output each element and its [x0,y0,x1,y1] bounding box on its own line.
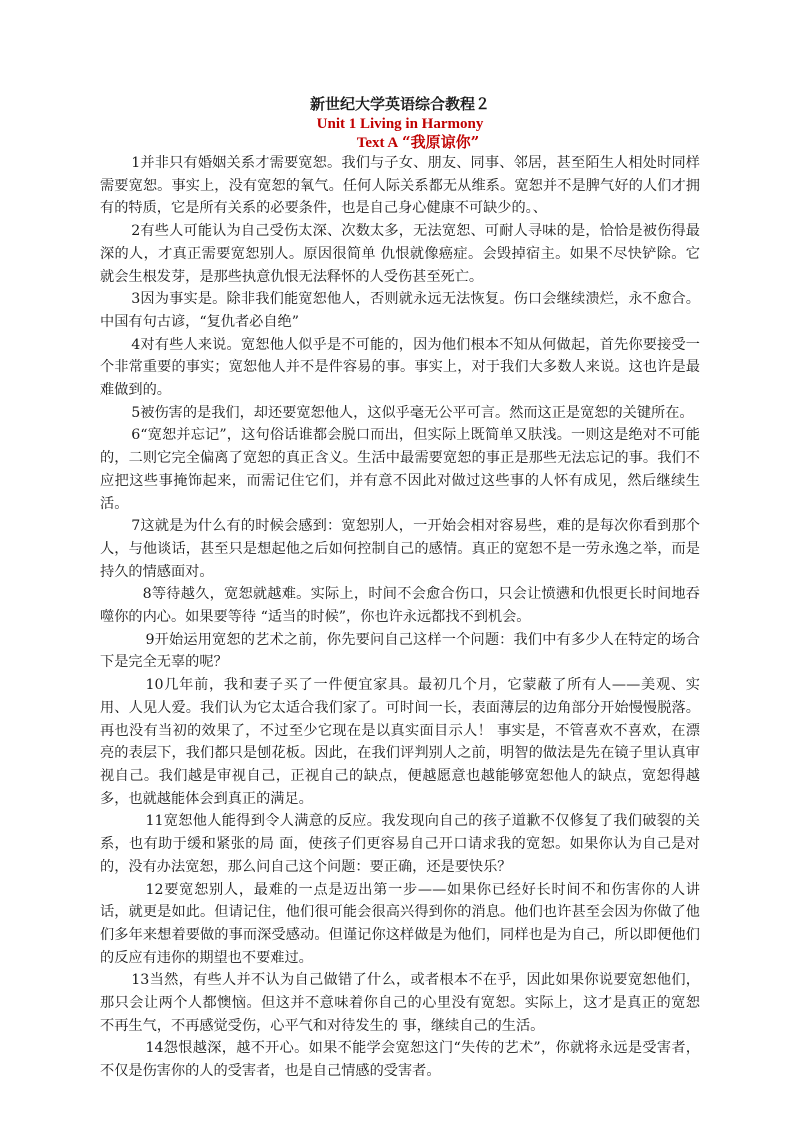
text-label: Text A [356,135,399,151]
unit-title: Unit 1 Living in Harmony [316,116,484,132]
paragraph-3: 3因为事实是。除非我们能宽恕他人，否则就永远无法恢复。伤口会继续溃烂，永不愈合。中国有句古谚，“复仇者必自绝” [100,291,700,330]
paragraph-12: 12要宽恕别人，最难的一点是迈出第一步——如果你已经好长时间不和伤害你的人讲话，就更是如此。但请记住，他们很可能会很高兴得到你的消息。他们也许甚至会因为你做了他们多年来想着要做的事而深受感动。但谨记你这样做是为他们，同样也是为自己，所以即便他们的反应有违你的期望也不要难过。 [100,881,700,966]
text-title: “我原谅你” [402,133,480,151]
paragraph-5: 5被伤害的是我们，却还要宽恕他人，这似乎毫无公平可言。然而这正是宽恕的关键所在。 [131,404,694,421]
paragraph-7: 7这就是为什么有的时候会感到：宽恕别人，一开始会相对容易些，难的是每次你看到那个人，与他谈话，甚至只是想起他之后如何控制自己的感情。真正的宽恕不是一劳永逸之举，而是持久的情感面对。 [100,518,700,580]
paragraph-14: 14怨恨越深，越不开心。如果不能学会宽恕这门“失传的艺术”，你就将永远是受害者，不仅是伤害你的人的受害者，也是自己情感的受害者。 [100,1040,700,1080]
paragraph-9: 9开始运用宽恕的艺术之前，你先要问自己这样一个问题：我们中有多少人在特定的场合下是完全无辜的呢？ [100,631,700,671]
paragraph-2: 2有些人可能认为自己受伤太深、次数太多，无法宽恕、可耐人寻味的是，恰恰是被伤得最深的人，才真正需要宽恕别人。原因很简单 仇恨就像癌症。会毁掉宿主。如果不尽快铲除。它就会生根发芽，是那些执意仇恨无法释怀的人受伤甚至死亡。 [100,223,700,285]
document-header [100,93,700,152]
paragraph-1: 1并非只有婚姻关系才需要宽恕。我们与子女、朋友、同事、邻居，甚至陌生人相处时同样需要宽恕。事实上，没有宽恕的氧气。任何人际关系都无从维系。宽恕并不是脾气好的人们才拥有的特质，它是所有关系的必要条件，也是自己身心健康不可缺少的。、 [100,155,700,217]
paragraph-4: 4对有些人来说。宽恕他人似乎是不可能的，因为他们根本不知从何做起，首先你要接受一个非常重要的事实；宽恕他人并不是件容易的事。事实上，对于我们大多数人来说。这也许是最难做到的。 [100,336,700,399]
paragraph-10: 10几年前，我和妻子买了一件便宜家具。最初几个月，它蒙蔽了所有人——美观、实用、人见人爱。我们认为它太适合我们家了。可时间一长，表面薄层的边角部分开始慢慢脱落。再也没有当初的效果了，不过至少它现在是以真实面目示人！ 事实是，不管喜欢不喜欢，在漂亮的表层下，我们都只是刨花板。因此，在我们评判别人之前，明智的做法是先在镜子里认真审视自己。我们越是审视自己，正视自己的缺点，便越愿意也越能够宽恕他人的缺点，宽恕得越多，也就越能体会到真正的满足。 [100,677,700,807]
text-heading [100,133,700,152]
textbook-title: 新世纪大学英语综合教程２ [309,95,490,113]
paragraph-6: 6“宽恕并忘记”，这句俗话谁都会脱口而出，但实际上既简单又肤浅。一则这是绝对不可能的，二则它完全偏离了宽恕的真正含义。生活中最需要宽恕的事正是那些无法忘记的事。我们不应把这些事掩饰起来，而需记住它们，并有意不因此对做过这些事的人怀有成见，然后继续生活。 [100,427,700,512]
paragraph-13: 13当然，有些人并不认为自己做错了什么，或者根本不在乎，因此如果你说要宽恕他们，那只会让两个人都懊恼。但这并不意味着你自己的心里没有宽恕。实际上，这才是真正的宽恕 不再生气，不再感觉受伤，心平气和对待发生的 事，继续自己的生活。 [100,972,700,1034]
paragraph-11: 11宽恕他人能得到令人满意的反应。我发现向自己的孩子道歉不仅修复了我们破裂的关系，也有助于缓和紧张的局 面，使孩子们更容易自己开口请求我的宽恕。如果你认为自己是对的，没有办法宽恕，那么问自己这个问题：要正确，还是要快乐？ [100,813,700,875]
paragraph-8: 8等待越久，宽恕就越难。实际上，时间不会愈合伤口，只会让愤懑和仇恨更长时间地吞噬你的内心。如果要等待 “适当的时候”，你也许永远都找不到机会。 [100,586,700,626]
document-page [100,93,700,1083]
